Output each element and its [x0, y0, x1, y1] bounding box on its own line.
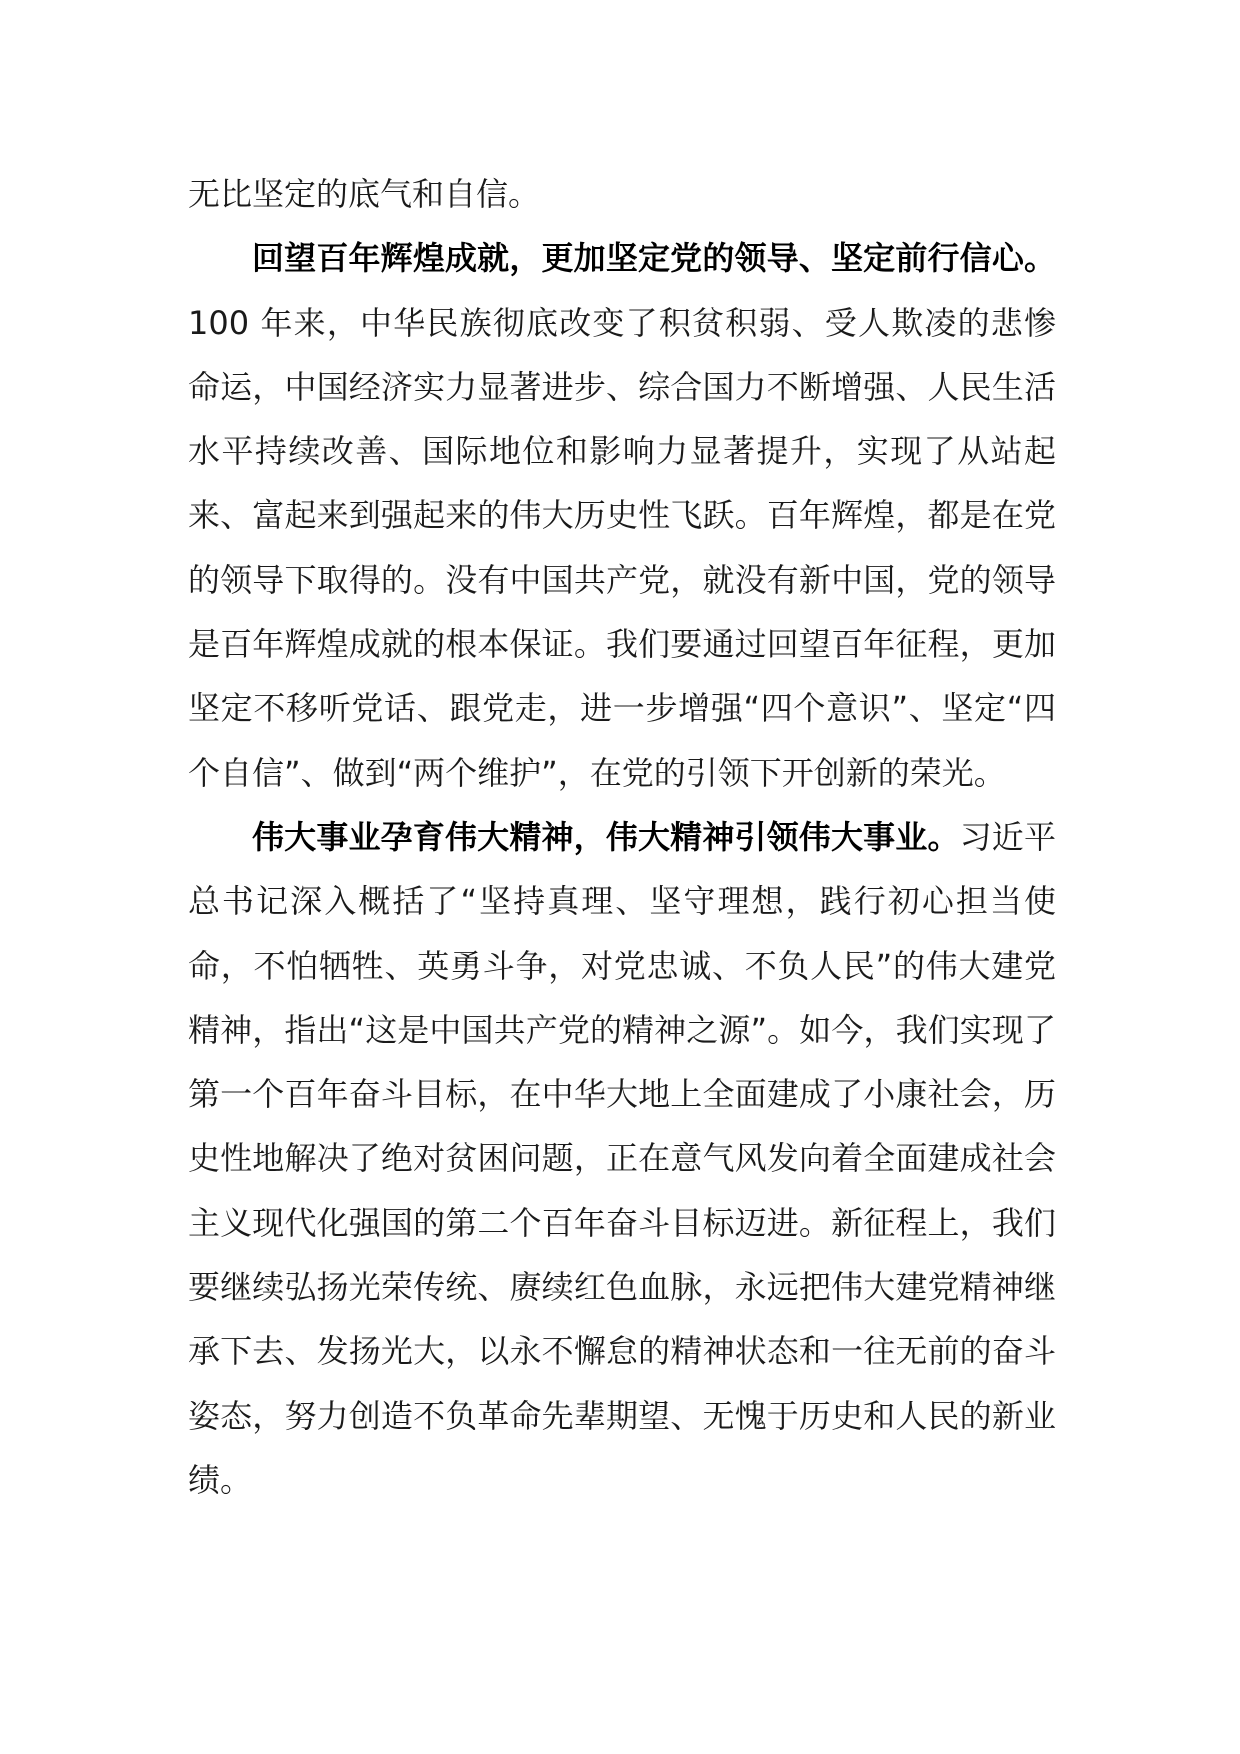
- paragraph-lead-heading: 伟大事业孕育伟大精神，伟大精神引领伟大事业。: [252, 817, 960, 856]
- document-body: [188, 162, 1056, 1512]
- paragraph-text: 100 年来，中华民族彻底改变了积贫积弱、受人欺凌的悲惨命运，中国经济实力显著进步、综合国力不断增强、人民生活水平持续改善、国际地位和影响力显著提升，实现了从站起来、富起来到强起来的伟大历史性飞跃。百年辉煌，都是在党的领导下取得的。没有中国共产党，就没有新中国，党的领导是百年辉煌成就的根本保证。我们要通过回望百年征程，更加坚定不移听党话、跟党走，进一步增强“四个意识”、坚定“四个自信”、做到“两个维护”，在党的引领下开创新的荣光。: [188, 303, 1056, 792]
- paragraph-lead-heading: 回望百年辉煌成就，更加坚定党的领导、坚定前行信心。: [252, 239, 1056, 278]
- paragraph-party-leadership: [188, 226, 1056, 805]
- paragraph-text: 习近平总书记深入概括了“坚持真理、坚守理想，践行初心担当使命，不怕牺牲、英勇斗争，对党忠诚、不负人民”的伟大建党精神，指出“这是中国共产党的精神之源”。如今，我们实现了第一个百年奋斗目标，在中华大地上全面建成了小康社会，历史性地解决了绝对贫困问题，正在意气风发向着全面建成社会主义现代化强国的第二个百年奋斗目标迈进。新征程上，我们要继续弘扬光荣传统、赓续红色血脉，永远把伟大建党精神继承下去、发扬光大，以永不懈怠的精神状态和一往无前的奋斗姿态，努力创造不负革命先辈期望、无愧于历史和人民的新业绩。: [188, 817, 1056, 1499]
- paragraph-great-spirit: [188, 805, 1056, 1512]
- paragraph-text: 无比坚定的底气和自信。: [188, 175, 541, 213]
- paragraph-continuation: [188, 162, 1056, 226]
